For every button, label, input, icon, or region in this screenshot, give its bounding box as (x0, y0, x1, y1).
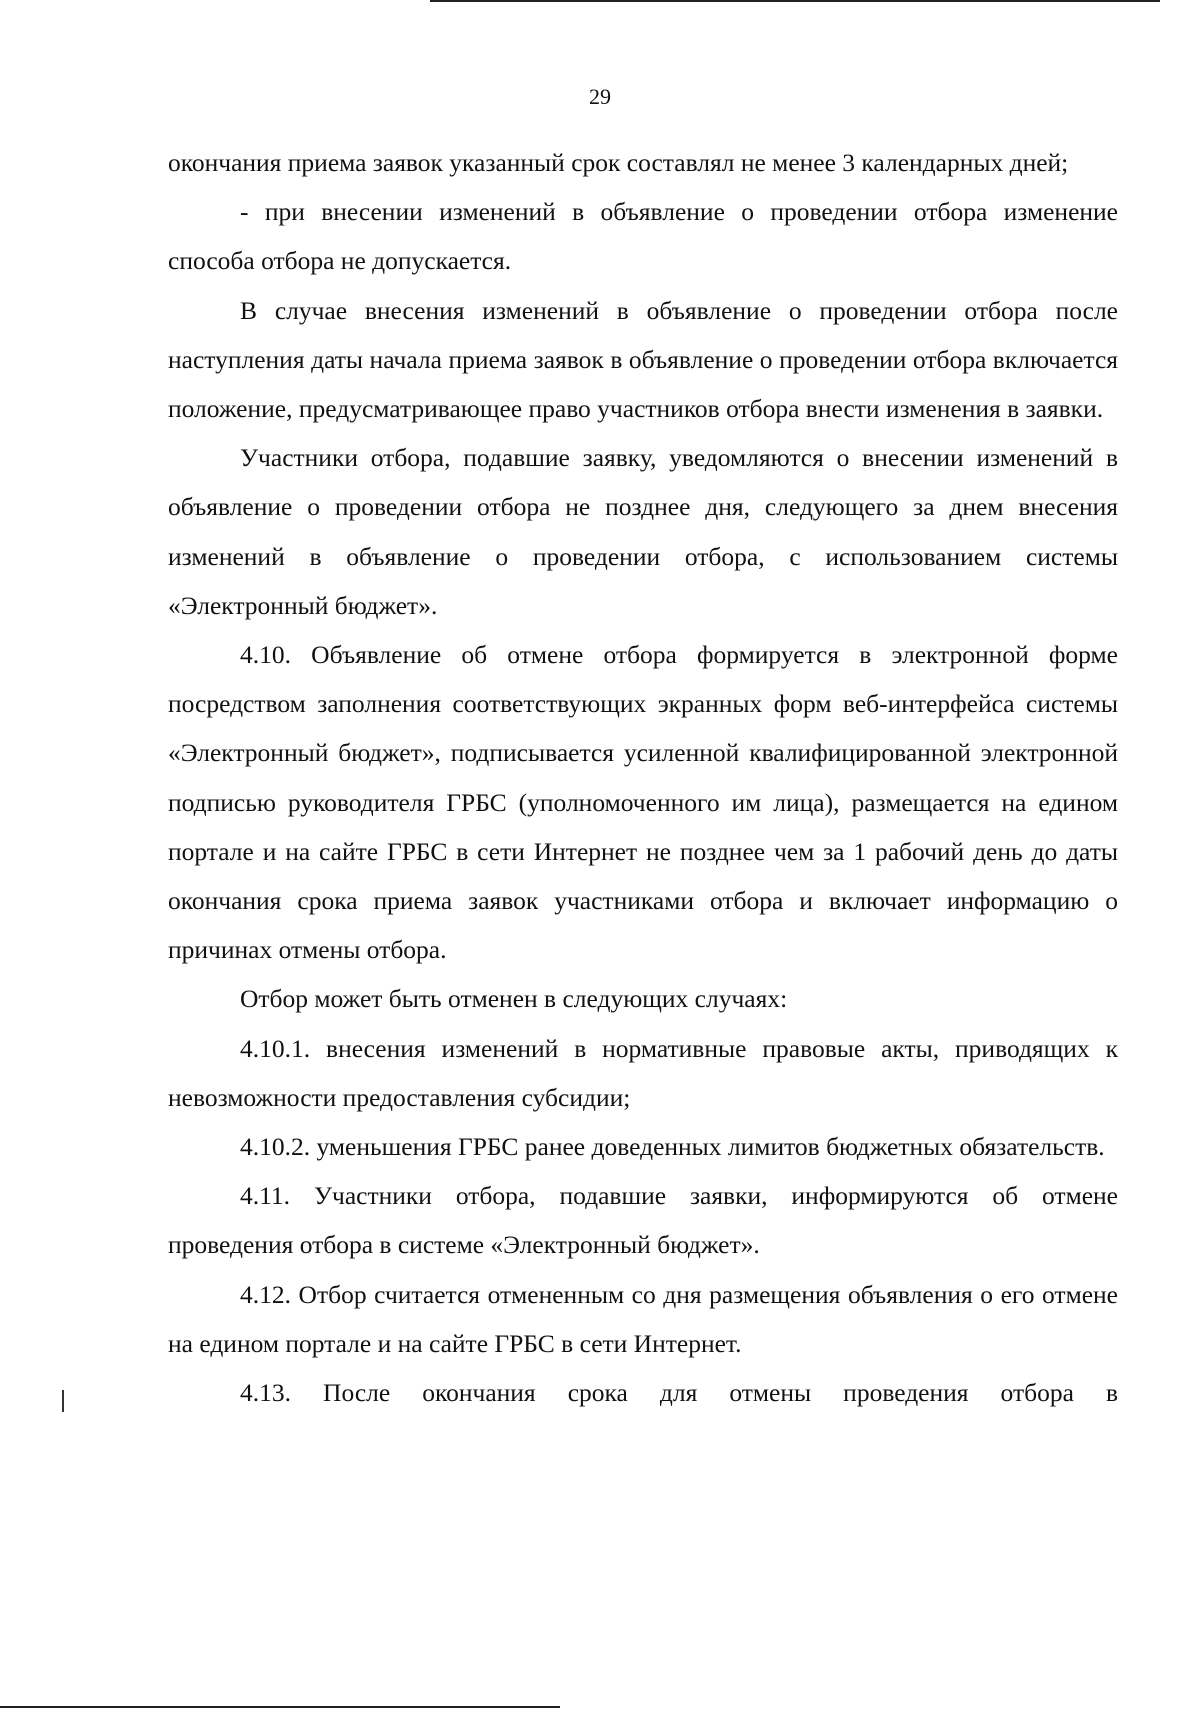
scan-mark (62, 1390, 64, 1412)
scan-border-bottom (0, 1706, 560, 1708)
paragraph: 4.10. Объявление об отмене отбора формируется в электронной форме посредством заполнения соответствующих экранных форм веб-интерфейса системы «Электронный бюджет», подписывается усиленной квалифицированной электронной подписью руководителя ГРБС (уполномоченного им лица), размещается на едином портале и на сайте ГРБС в сети Интернет не позднее чем за 1 рабочий день до даты окончания срока приема заявок участниками отбора и включает информацию о причинах отмены отбора. (168, 640, 1118, 965)
paragraph: - при внесении изменений в объявление о проведении отбора изменение способа отбора не допускается. (168, 197, 1118, 276)
document-body (168, 138, 1118, 1417)
paragraph: Отбор может быть отменен в следующих случаях: (240, 984, 788, 1014)
paragraph: Участники отбора, подавшие заявку, уведомляются о внесении изменений в объявление о проведении отбора не позднее дня, следующего за днем внесения изменений в объявление о проведении отбора, с использованием системы «Электронный бюджет». (168, 443, 1118, 620)
page-number: 29 (589, 84, 611, 109)
paragraph: 4.13. После окончания срока для отмены проведения отбора в (240, 1378, 1118, 1408)
paragraph: В случае внесения изменений в объявление о проведении отбора после наступления даты начала приема заявок в объявление о проведении отбора включается положение, предусматривающее право участников отбора внести изменения в заявки. (168, 295, 1118, 424)
paragraph: окончания приема заявок указанный срок составлял не менее 3 календарных дней; (168, 148, 1069, 177)
paragraph: 4.11. Участники отбора, подавшие заявки, информируются об отмене проведения отбора в системе «Электронный бюджет». (168, 1181, 1118, 1260)
paragraph: 4.12. Отбор считается отмененным со дня размещения объявления о его отмене на едином портале и на сайте ГРБС в сети Интернет. (168, 1279, 1118, 1358)
scan-border-top (430, 0, 1160, 2)
paragraph: 4.10.1. внесения изменений в нормативные правовые акты, приводящих к невозможности предоставления субсидии; (168, 1033, 1118, 1112)
paragraph: 4.10.2. уменьшения ГРБС ранее доведенных лимитов бюджетных обязательств. (240, 1132, 1105, 1162)
